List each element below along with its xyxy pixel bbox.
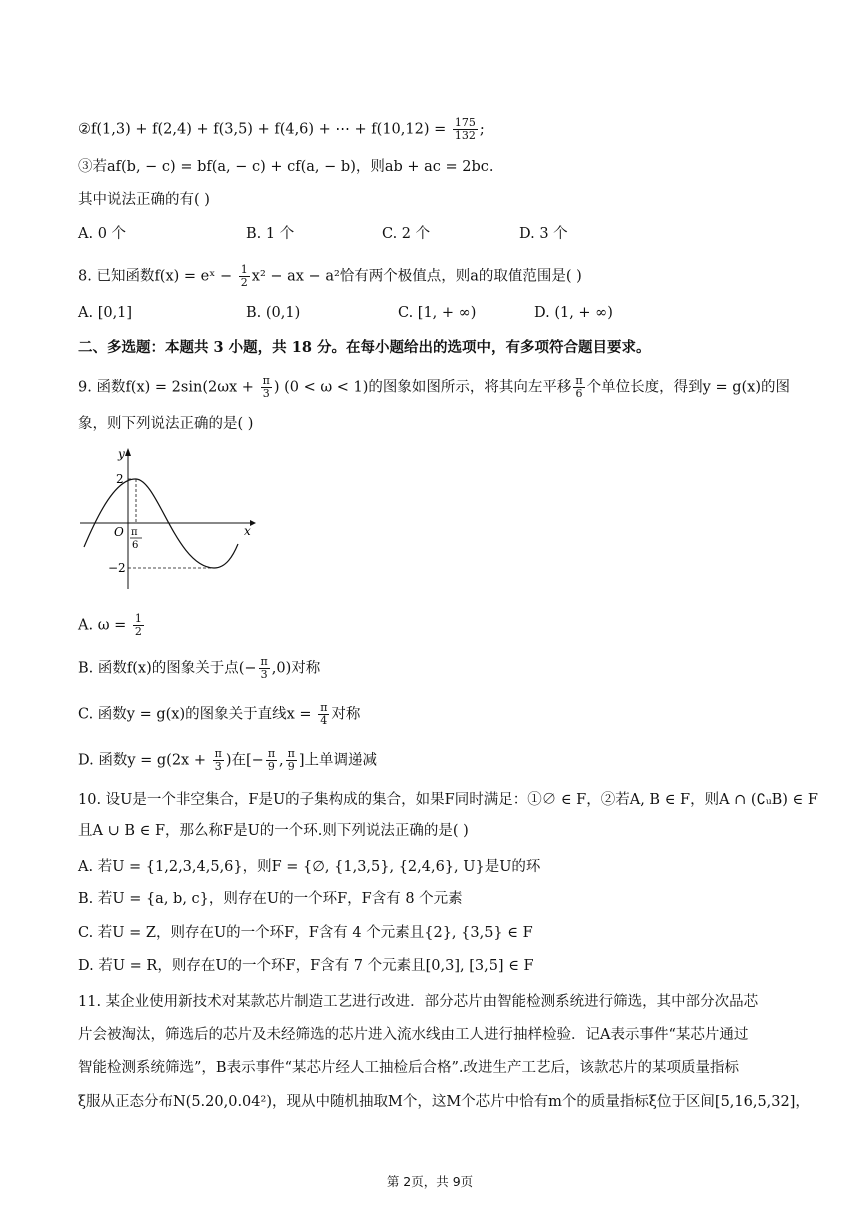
- q7-statement-2: ②f(1,3) + f(2,4) + f(3,5) + f(4,6) + ⋯ + f(10,12) = $\frac{175}{132}$ ;: [78, 116, 485, 142]
- origin-label: O: [114, 525, 124, 539]
- tick-pi: π: [131, 527, 138, 538]
- tick-neg2: −2: [108, 561, 126, 575]
- x-axis-arrow: [250, 520, 256, 526]
- q9-stem-line-2: 象，则下列说法正确的是( ): [78, 416, 254, 432]
- q10-option-d: D. 若U = R，则存在U的一个环F，F含有 7 个元素且[0,3], [3,5] ∈ F: [78, 958, 534, 974]
- q10-option-b: B. 若U = {a, b, c}，则存在U的一个环F，F含有 8 个元素: [78, 891, 463, 907]
- q9-option-a: A. ω = $\frac{1}{2}$: [78, 612, 142, 638]
- page-footer: 第 2页，共 9页: [386, 1174, 474, 1189]
- q11-line-2: 片会被淘汰，筛选后的芯片及未经筛选的芯片进入流水线由工人进行抽样检验．记A表示事件“某芯片通过: [78, 1027, 749, 1043]
- q8-option-d: D. (1, + ∞): [534, 305, 613, 321]
- q11-line-1: 11. 某企业使用新技术对某款芯片制造工艺进行改进．部分芯片由智能检测系统进行筛选，其中部分次品芯: [78, 994, 759, 1010]
- q11-line-4: ξ服从正态分布N(5.20,0.04²)，现从中随机抽取M个，这M个芯片中恰有m个的质量指标ξ位于区间[5,16,5,32]，: [78, 1094, 810, 1110]
- tick-6: 6: [132, 540, 139, 551]
- q8-option-c: C. [1, + ∞): [398, 305, 477, 321]
- q8-option-b: B. (0,1): [246, 305, 301, 321]
- y-axis-arrow: [125, 448, 131, 456]
- q7-statement-3: ③若af(b, − c) = bf(a, − c) + cf(a, − b)，则ab + ac = 2bc.: [78, 159, 494, 175]
- q7-option-d: D. 3 个: [519, 226, 568, 242]
- q10-stem-line-2: 且A ∪ B ∈ F，那么称F是U的一个环.则下列说法正确的是( ): [78, 823, 469, 839]
- q7-option-a: A. 0 个: [78, 226, 127, 242]
- fraction: $\frac{175}{132}$: [454, 116, 476, 142]
- section-2-heading: 二、多选题：本题共 3 小题，共 18 分。在每小题给出的选项中，有多项符合题目要求。: [78, 339, 651, 356]
- q7-option-c: C. 2 个: [382, 226, 431, 242]
- fraction: $\frac{1}{2}$: [240, 263, 248, 289]
- y-axis-label: y: [118, 447, 125, 461]
- q8-stem: 8. 已知函数f(x) = eˣ − $\frac{1}{2}$ x² − ax − a²恰有两个极值点，则a的取值范围是( ): [78, 263, 582, 289]
- q7-option-b: B. 1 个: [246, 226, 295, 242]
- q8-option-a: A. [0,1]: [78, 305, 133, 321]
- x-axis-label: x: [244, 524, 251, 538]
- q9-option-b: B. 函数f(x)的图象关于点(− $\frac{\pi}{3}$ ,0)对称: [78, 655, 321, 681]
- q9-option-c: C. 函数y = g(x)的图象关于直线x = $\frac{\pi}{4}$ 对称: [78, 701, 361, 727]
- q10-stem-line-1: 10. 设U是一个非空集合，F是U的子集构成的集合，如果F同时满足：①∅ ∈ F，②若A, B ∈ F，则A ∩ (∁ᵤB) ∈ F: [78, 792, 818, 808]
- sine-graph: [78, 444, 258, 594]
- q7-stem: 其中说法正确的有( ): [78, 192, 210, 208]
- q10-option-c: C. 若U = Z，则存在U的一个环F，F含有 4 个元素且{2}, {3,5} ∈ F: [78, 925, 533, 941]
- q11-line-3: 智能检测系统筛选”，B表示事件“某芯片经人工抽检后合格”.改进生产工艺后，该款芯片的某项质量指标: [78, 1060, 739, 1076]
- q9-stem-line-1: 9. 函数f(x) = 2sin(2ωx + $\frac{\pi}{3}$ ) (0 < ω < 1)的图象如图所示，将其向左平移 $\frac{\pi}{6}$ 个单位长度，得到y = g(x)的图: [78, 374, 790, 400]
- q9-option-d: D. 函数y = g(2x + $\frac{\pi}{3}$ )在[− $\frac{\pi}{9}$ , $\frac{\pi}{9}$ ]上单调递减: [78, 747, 378, 773]
- q10-option-a: A. 若U = {1,2,3,4,5,6}，则F = {∅, {1,3,5}, {2,4,6}, U}是U的环: [78, 859, 541, 875]
- tick-2: 2: [116, 472, 124, 486]
